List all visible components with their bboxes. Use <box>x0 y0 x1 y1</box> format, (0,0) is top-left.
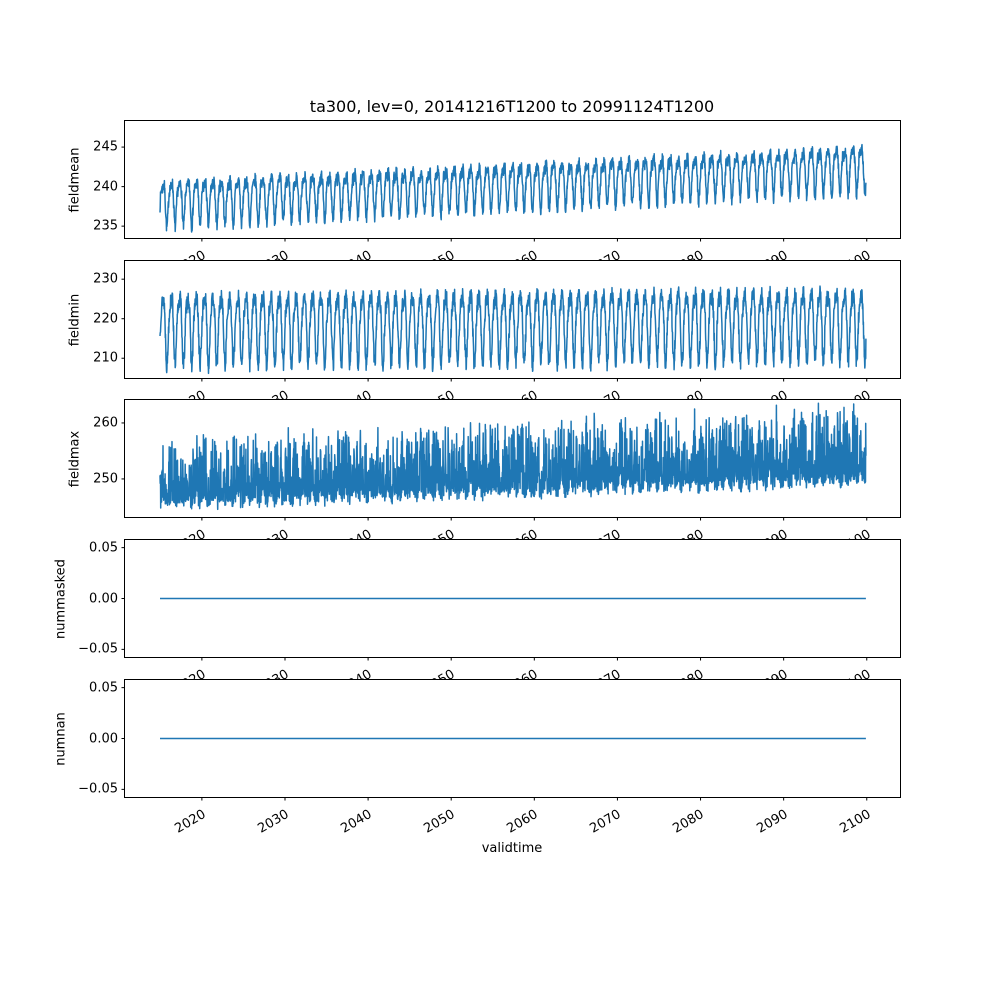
chart-title: ta300, lev=0, 20141216T1200 to 20991124T1200 <box>309 97 715 116</box>
x-axis-label: validtime <box>481 841 543 856</box>
y-tick-label: 210 <box>93 350 118 366</box>
y-axis-label: fieldmean <box>67 147 83 212</box>
subplot-nummasked <box>53 539 901 658</box>
y-axis-label: fieldmin <box>67 293 83 346</box>
subplot-fieldmin <box>67 260 901 379</box>
y-tick-label: 260 <box>93 415 118 431</box>
x-tick-label: 2020 <box>172 807 209 837</box>
y-tick-label: 250 <box>93 471 118 487</box>
y-axis-label: numnan <box>53 711 69 766</box>
line-series <box>125 680 900 797</box>
x-tick-label: 2040 <box>338 807 375 837</box>
x-tick-label: 2060 <box>504 807 541 837</box>
y-tick-label: −0.05 <box>78 781 118 797</box>
line-series <box>125 540 900 657</box>
y-tick-label: 0.00 <box>89 731 118 746</box>
y-tick-label: 240 <box>93 179 118 195</box>
x-tick-label: 2030 <box>255 807 292 837</box>
y-tick-label: 245 <box>93 139 118 155</box>
subplot-fieldmax <box>67 399 901 518</box>
x-tick-label: 2070 <box>587 807 624 837</box>
x-tick-label: 2090 <box>753 807 791 837</box>
y-tick-label: −0.05 <box>78 641 118 657</box>
x-tick-label: 2050 <box>421 807 458 837</box>
y-tick-label: 230 <box>93 271 118 287</box>
subplot-fieldmean <box>67 120 901 239</box>
line-series <box>125 261 900 378</box>
y-axis-label: nummasked <box>53 558 69 639</box>
x-tick-label: 2100 <box>837 807 874 837</box>
y-axis-label: fieldmax <box>67 430 83 487</box>
y-tick-label: 0.00 <box>89 591 118 606</box>
y-tick-label: 0.05 <box>89 680 118 696</box>
x-tick-label: 2080 <box>670 807 708 837</box>
line-series <box>125 400 900 517</box>
subplot-numnan <box>53 679 901 837</box>
y-tick-label: 235 <box>93 218 118 234</box>
y-tick-label: 220 <box>93 311 118 327</box>
y-tick-label: 0.05 <box>89 540 118 556</box>
line-series <box>125 121 900 238</box>
